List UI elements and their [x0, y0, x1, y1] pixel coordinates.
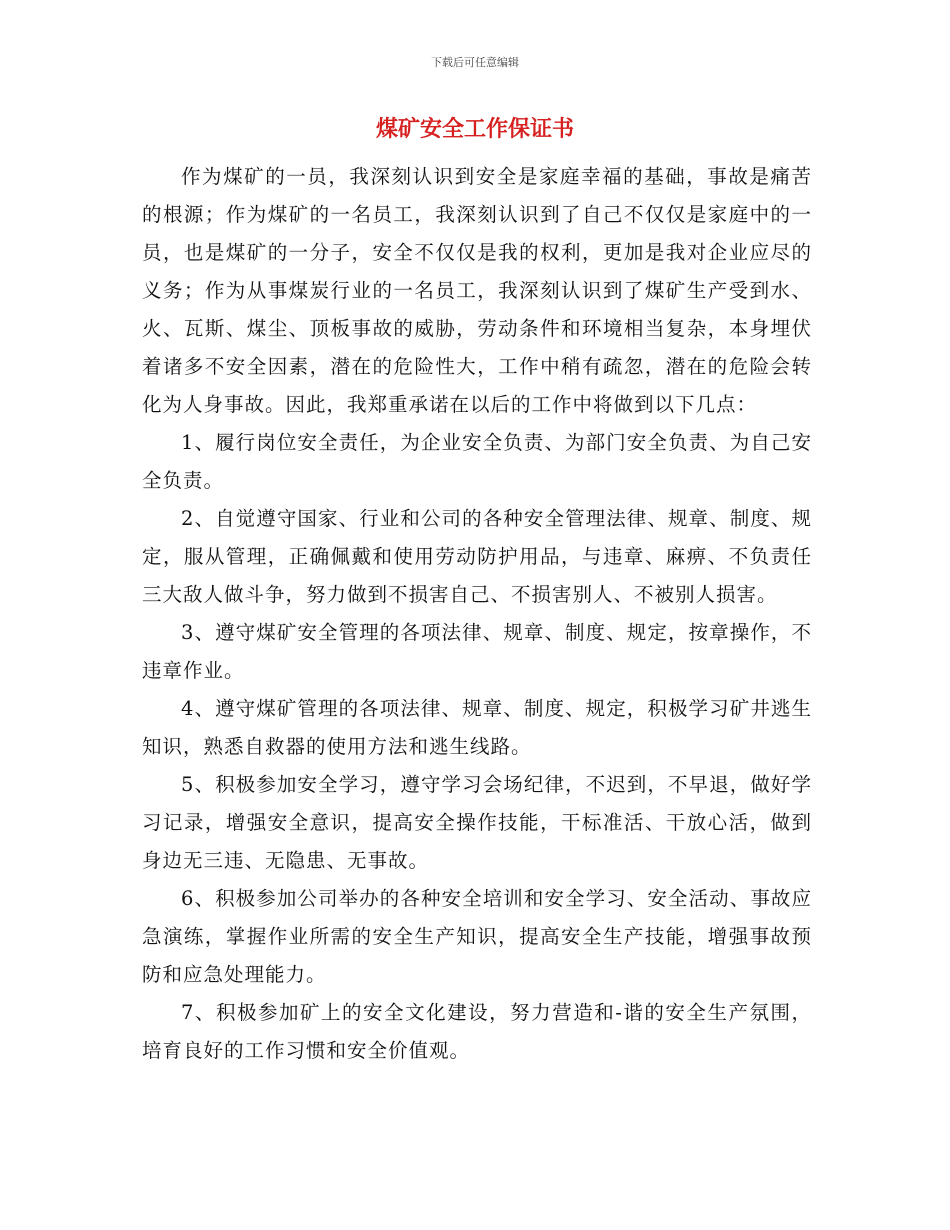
page-header-note: 下载后可任意编辑: [431, 56, 519, 69]
pledge-item-5: 5、积极参加安全学习，遵守学习会场纪律，不迟到，不早退，做好学习记录，增强安全意识，提高安全操作技能，干标准活、干放心活，做到身边无三违、无隐患、无事故。: [142, 773, 812, 872]
pledge-item-2: 2、自觉遵守国家、行业和公司的各种安全管理法律、规章、制度、规定，服从管理，正确佩戴和使用劳动防护用品，与违章、麻痹、不负责任三大敌人做斗争，努力做到不损害自己、不损害别人、不被别人损害。: [142, 507, 812, 606]
document-body: [142, 158, 812, 1070]
pledge-item-6: 6、积极参加公司举办的各种安全培训和安全学习、安全活动、事故应急演练，掌握作业所需的安全生产知识，提高安全生产技能，增强事故预防和应急处理能力。: [142, 887, 812, 986]
pledge-item-1: 1、履行岗位安全责任，为企业安全负责、为部门安全负责、为自己安全负责。: [142, 431, 812, 492]
intro-paragraph: 作为煤矿的一员，我深刻认识到安全是家庭幸福的基础，事故是痛苦的根源；作为煤矿的一名员工，我深刻认识到了自己不仅仅是家庭中的一员，也是煤矿的一分子，安全不仅仅是我的权利，更加是我对企业应尽的义务；作为从事煤炭行业的一名员工，我深刻认识到了煤矿生产受到水、火、瓦斯、煤尘、顶板事故的威胁，劳动条件和环境相当复杂，本身埋伏着诸多不安全因素，潜在的危险性大，工作中稍有疏忽，潜在的危险会转化为人身事故。因此，我郑重承诺在以后的工作中将做到以下几点：: [142, 165, 812, 416]
document-title: 煤矿安全工作保证书: [375, 117, 574, 142]
pledge-item-7: 7、积极参加矿上的安全文化建设，努力营造和-谐的安全生产氛围，培育良好的工作习惯和安全价值观。: [142, 1001, 812, 1062]
pledge-item-4: 4、遵守煤矿管理的各项法律、规章、制度、规定，积极学习矿井逃生知识，熟悉自救器的使用方法和逃生线路。: [142, 697, 812, 758]
pledge-item-3: 3、遵守煤矿安全管理的各项法律、规章、制度、规定，按章操作，不违章作业。: [142, 621, 812, 682]
